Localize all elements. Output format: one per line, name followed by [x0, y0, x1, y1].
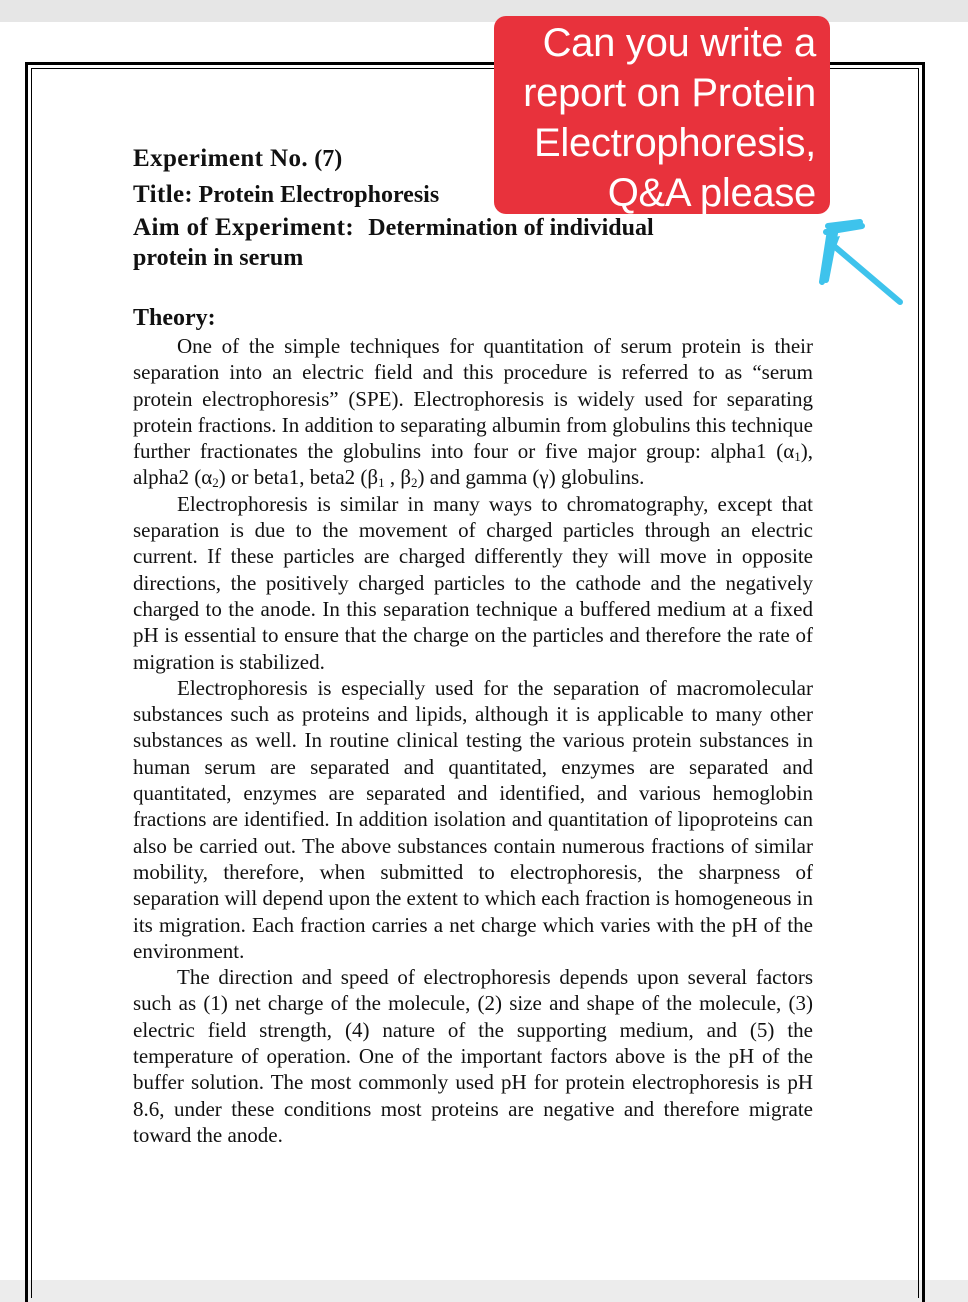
theory-paragraph-2: Electrophoresis is similar in many ways to chromatography, except that separation is due to the movement of charged particles through an electric current. If these particles are charged differently they will move in opposite directions, the positively charged particles to the cathode and the negatively charged to the anode. In this separation technique a buffered medium at a fixed pH is essential to ensure that the charge on the particles and therefore the rate of migration is stabilized. [133, 491, 813, 674]
experiment-value: (7) [314, 146, 343, 172]
theory-paragraph-3: Electrophoresis is especially used for the separation of macromolecular substances such as proteins and lipids, although it is applicable to many other substances as well. In routine clinical testing the various protein substances in human serum are separated and quantitated, enzymes are separated and quantitated, enzymes are separated and identified, and various hemoglobin fractions are identified. In addition isolation and quantitation of lipoproteins can also be carried out. The above substances contain numerous fractions of similar mobility, therefore, when submitted to electrophoresis, the sharpness of separation will depend upon the extent to which each fraction is homogeneous in its migration. Each fraction carries a net charge which varies with the pH of the environment. [133, 675, 813, 963]
aim-value: Determination of individual [368, 215, 654, 241]
annotation-line-1: Can you write a [542, 21, 816, 65]
annotation-line-2: report on Protein [523, 71, 816, 115]
aim-label: Aim of Experiment: [133, 214, 355, 241]
arrow-up-left-icon [800, 210, 920, 320]
annotation-note [494, 16, 830, 214]
annotation-line-4: Q&A please [607, 171, 816, 215]
theory-heading: Theory: [133, 305, 216, 331]
title-value: : Protein Electrophoresis [184, 182, 440, 208]
theory-paragraph-1: One of the simple techniques for quantitation of serum protein is their separation into an electric field and this procedure is referred to as “serum protein electrophoresis” (SPE). Electrophoresis is widely used for separating protein fractions. In addition to separating albumin from globulins this technique further fractionates the globulins into four or five major group: alpha1 $(\alpha_1)$, alpha2 $(\alpha_2)$ or beta1, beta2 ($\beta_1$ , $\beta_2$) and gamma (γ) globulins. [133, 334, 813, 491]
experiment-label: Experiment No. [133, 145, 309, 172]
annotation-line-3: Electrophoresis, [534, 121, 816, 165]
document-content [133, 141, 813, 1148]
title-label: Title [133, 181, 185, 208]
aim-continuation: protein in serum [133, 245, 304, 271]
theory-paragraph-4: The direction and speed of electrophoresis depends upon several factors such as (1) net charge of the molecule, (2) size and shape of the molecule, (3) electric field strength, (4) nature of the supporting medium, and (5) the temperature of operation. One of the important factors above is the pH of the buffer solution. The most commonly used pH for protein electrophoresis is pH 8.6, under these conditions most proteins are negative and therefore migrate toward the anode. [133, 965, 813, 1147]
